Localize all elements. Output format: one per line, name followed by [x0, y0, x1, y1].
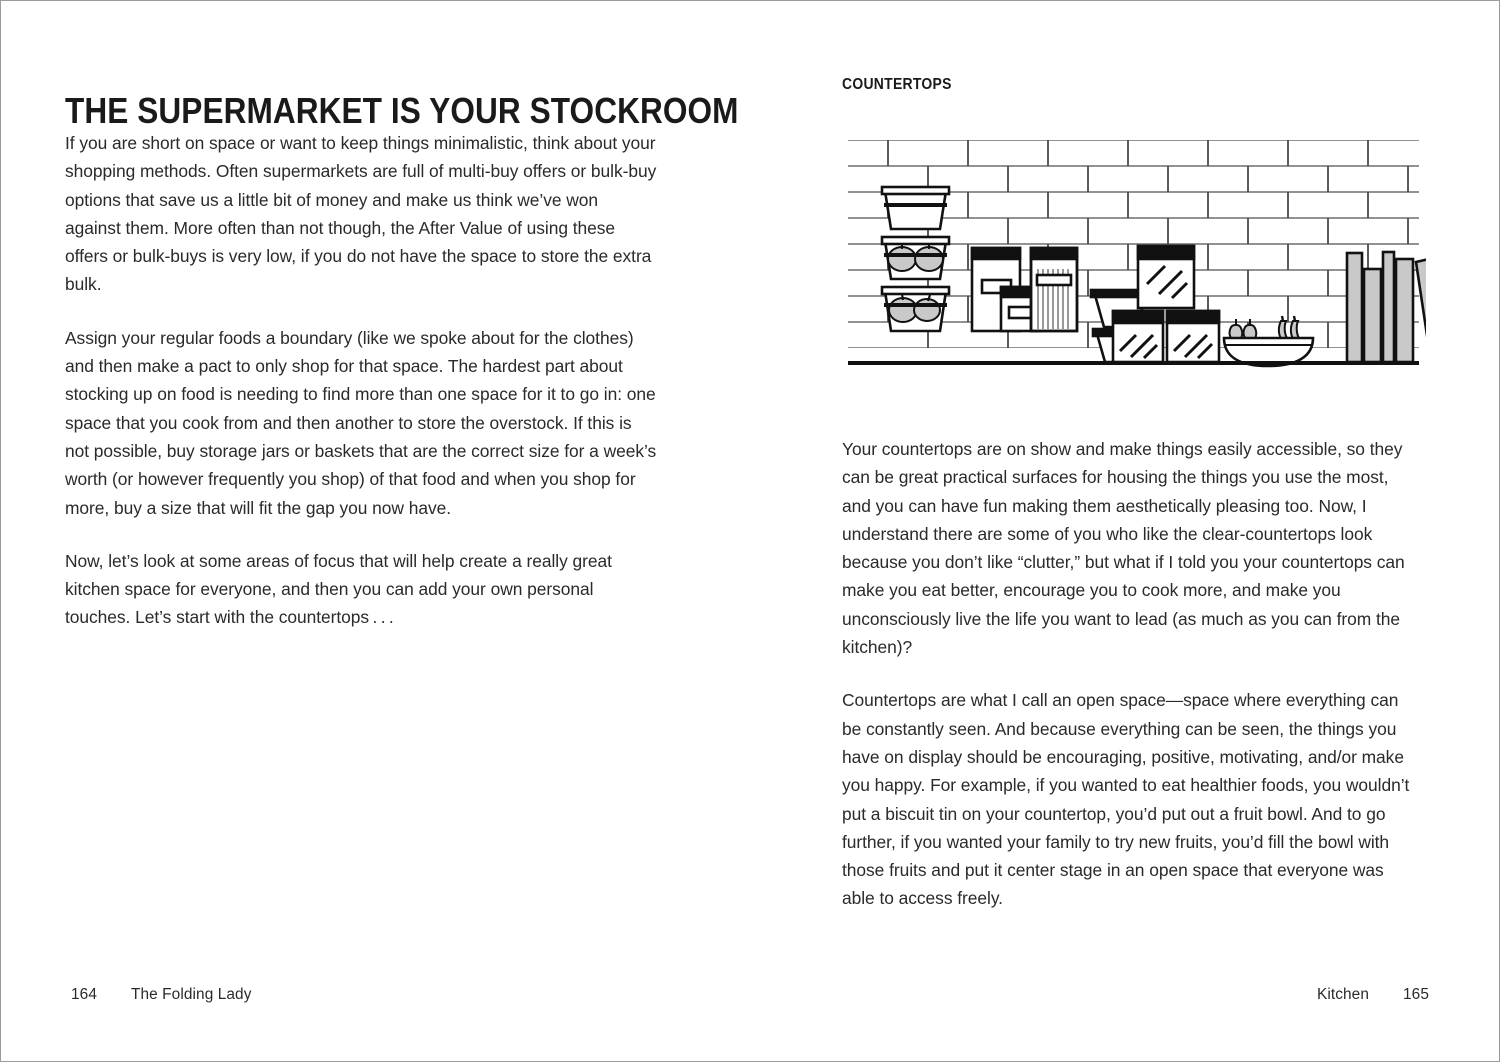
paragraph: Assign your regular foods a boundary (like we spoke about for the clothes) and then make a pact to only shop for that space. The hardest part about stocking up on food is needing to find more than one space for it to go in: one space that you cook from and then another to store the overstock. If this is not possible, buy storage jars or baskets that are the correct size for a week’s worth (or however frequently you shop) of that food and when you shop for more, buy a size that will fit the gap you now have.: [65, 327, 657, 518]
book-title-footer: The Folding Lady: [130, 986, 252, 1003]
paragraph: Your countertops are on show and make things easily accessible, so they can be great practical surfaces for housing the things you use the most, and you can have fun making them aesthetically pleasing too. Now, I understand there are some of you who like the clear-countertops look because you don’t like “clutter,” but what if I told you your countertops can make you eat better, encourage you to cook more, and make you unconsciously live the life you want to lead (as much as you can from the kitchen)?: [842, 439, 1405, 658]
glass-jar-right: [1167, 311, 1219, 362]
page-title: THE SUPERMARKET IS YOUR STOCKROOM: [65, 90, 739, 132]
glass-jar-left: [1113, 311, 1163, 362]
spaghetti-jar: [1031, 248, 1077, 331]
right-column-body: [842, 435, 1420, 913]
footer-left: [71, 986, 252, 1004]
stacked-fruit-baskets: [882, 187, 949, 331]
left-column-body: [65, 129, 658, 632]
cookbooks: [1347, 252, 1426, 362]
countertop-surface: [848, 363, 1419, 369]
page-number-left: 164: [71, 986, 97, 1003]
kitchen-countertop-illustration: [841, 129, 1426, 369]
section-footer-label: Kitchen: [1316, 986, 1370, 1003]
paragraph: Countertops are what I call an open space—space where everything can be constantly seen. And because everything can be seen, the things you have on display should be encouraging, positive, motivating, and/or make you happy. For example, if you wanted to eat healthier foods, you wouldn’t put a biscuit tin on your countertop, you’d put out a fruit bowl. And to go further, if you wanted your family to try new fruits, you’d fill the bowl with those fruits and put it center stage in an open space that everyone was able to access freely.: [842, 690, 1410, 909]
glass-jar-top: [1138, 246, 1194, 308]
illustration-svg: [841, 129, 1426, 369]
footer-right: [1317, 986, 1429, 1004]
page-number-right: 165: [1403, 986, 1429, 1003]
paragraph: If you are short on space or want to keep things minimalistic, think about your shopping methods. Often supermarkets are full of multi-buy offers or bulk-buy options that save us a little bit of money and make us think we’ve won against them. More often than not though, the After Value of using these offers or bulk-buys is very low, if you do not have the space to store the extra bulk.: [65, 133, 657, 295]
paragraph: Now, let’s look at some areas of focus that will help create a really great kitchen space for everyone, and then you can add your own personal touches. Let’s start with the countertops . . .: [65, 550, 612, 628]
section-title: COUNTERTOPS: [842, 75, 952, 93]
